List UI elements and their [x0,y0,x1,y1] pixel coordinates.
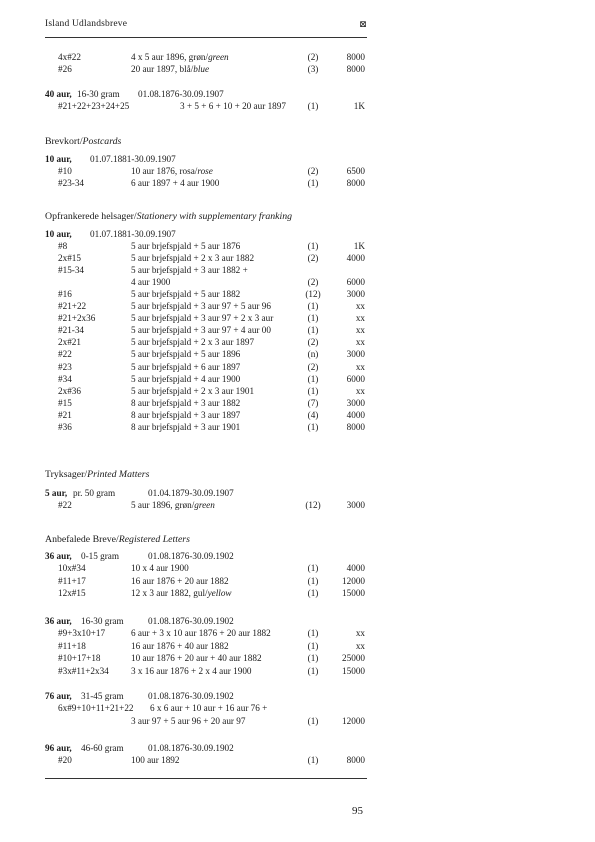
description-translation: blue [193,64,210,74]
table-row [0,167,595,178]
rate-line-96: 96 aur, 46-60 gram 01.08.1876-30.09.1902 [45,743,234,753]
section-title-brevkort: Brevkort/Postcards [45,136,122,147]
rate-line-opfrankerede: 10 aur, 01.07.1881-30.09.1907 [45,229,176,239]
description-translation: green [208,52,229,62]
catalog-value: xx [355,313,365,324]
description-text: 5 aur brjefspjald + 5 aur 1896 [131,349,241,360]
table-row [0,350,595,361]
rate-dates: 01.08.1876-30.09.1907 [138,89,224,99]
stamp-reference: #11+18 [58,640,86,651]
quantity-count: (7) [307,397,319,408]
table-row [0,717,595,728]
description-translation: yellow [207,588,232,598]
franking-description [131,399,240,408]
description-text: 5 aur brjefspjald + 2 x 3 aur 1901 [131,385,255,396]
description-text: 5 aur 1896, grøn/ [131,500,195,510]
catalog-value: 15000 [342,665,365,676]
franking-description [131,314,273,323]
catalog-value: 8000 [346,421,365,432]
description-text: 8 aur brjefspjald + 3 aur 1901 [131,421,241,432]
description-text: 3 aur 97 + 5 aur 96 + 20 aur 97 [131,715,246,726]
quantity-count: (1) [307,575,319,586]
table-row [0,629,595,640]
description-text: 5 aur brjefspjald + 3 aur 97 + 4 aur 00 [131,325,271,336]
description-text: 5 aur brjefspjald + 6 aur 1897 [131,361,241,372]
quantity-count: (1) [307,373,319,384]
quantity-count: (2) [307,337,319,348]
franking-description [131,254,254,263]
quantity-count: (1) [307,588,319,598]
quantity-count: (1) [307,325,319,336]
rate-line-tryksager: 5 aur, pr. 50 gram 01.04.1879-30.09.1907 [45,488,234,498]
franking-description [131,654,262,663]
quantity-count: (2) [307,166,319,176]
stamp-reference: 12x#15 [58,588,86,598]
stamp-reference: 2x#36 [58,385,81,396]
quantity-count: (1) [307,101,319,111]
franking-description [131,717,245,726]
description-text: 4 x 5 aur 1896, grøn/ [131,52,209,62]
franking-description [131,53,229,62]
table-row [0,642,595,653]
quantity-count: (1) [307,178,319,188]
description-text: 5 aur brjefspjald + 2 x 3 aur 1882 [131,253,255,264]
table-row [0,501,595,512]
quantity-count: (2) [307,361,319,372]
table-row [0,363,595,374]
description-text: 12 x 3 aur 1882, gul/ [131,588,208,598]
description-text: 5 aur brjefspjald + 2 x 3 aur 1897 [131,337,255,348]
description-text: 16 aur 1876 + 20 aur 1882 [131,575,229,586]
catalog-value: xx [355,361,365,372]
catalog-value: xx [355,337,365,348]
description-text: 5 aur brjefspjald + 3 aur 1882 + [131,265,248,276]
catalog-value: 6500 [346,166,365,176]
table-row [0,756,595,767]
stamp-reference: #9+3x10+17 [58,628,106,638]
catalog-value: 1K [353,101,365,111]
rate-line-brevkort: 10 aur, 01.07.1881-30.09.1907 [45,154,176,164]
stamp-reference: #15-34 [58,265,85,276]
quantity-count: (3) [307,64,319,74]
franking-description [131,667,252,676]
description-translation: green [194,500,215,510]
franking-description [131,302,271,311]
franking-description [131,290,240,299]
stamp-reference: #11+17 [58,575,86,586]
stamp-reference: #34 [58,373,72,384]
table-row [0,290,595,301]
stamp-reference: #21+2x36 [58,313,96,324]
description-text: 6 x 6 aur + 10 aur + 16 aur 76 + [150,703,268,713]
catalog-value: xx [355,301,365,312]
franking-description [131,564,189,573]
franking-description [131,278,170,287]
description-text: 5 aur brjefspjald + 5 aur 1882 [131,289,241,300]
table-row [0,577,595,588]
quantity-count: (2) [307,277,319,288]
description-translation: rose [197,166,213,176]
catalog-value: 8000 [346,755,365,765]
catalog-value: 3000 [346,349,365,360]
description-text: 5 aur brjefspjald + 4 aur 1900 [131,373,241,384]
section-title-anbefalede: Anbefalede Breve/Registered Letters [45,534,190,545]
table-row [0,423,595,434]
catalog-value: 3000 [346,397,365,408]
stamp-reference: 6x#9+10+11+21+22 [58,703,134,713]
table-row [0,411,595,422]
stamp-reference: #16 [58,289,72,300]
table-row [0,564,595,575]
stamp-reference: #23 [58,361,72,372]
header-title: Island Udlandsbreve [45,19,128,29]
description-text: 16 aur 1876 + 40 aur 1882 [131,640,229,651]
catalog-value: 25000 [342,653,365,663]
catalog-value: xx [355,385,365,396]
table-row [0,338,595,349]
catalog-value: 4000 [346,253,365,264]
catalog-value: 3000 [346,500,365,510]
table-row [0,314,595,325]
stamp-reference: #23-34 [58,178,85,188]
quantity-count: (1) [307,665,319,676]
franking-description [131,629,271,638]
description-text: 10 aur 1876, rosa/ [131,166,198,176]
stamp-reference: #21-34 [58,325,85,336]
stamp-reference: 2x#15 [58,253,81,264]
table-row [0,375,595,386]
quantity-count: (1) [307,421,319,432]
stamp-reference: 2x#21 [58,337,81,348]
quantity-count: (1) [307,385,319,396]
rate-line-76: 76 aur, 31-45 gram 01.08.1876-30.09.1902 [45,691,234,701]
stamp-reference: #22 [58,349,72,360]
catalog-value: 6000 [346,277,365,288]
quantity-count: (1) [307,755,319,765]
description-text: 5 aur brjefspjald + 3 aur 97 + 2 x 3 aur [131,313,274,324]
stamp-reference: #26 [58,64,72,74]
stamp-reference: #21+22 [58,301,87,312]
catalog-value: 12000 [342,575,365,586]
header-rule [45,37,367,38]
rate-label: 40 aur, [45,89,72,99]
quantity-count: (2) [307,253,319,264]
rate-line-36a: 36 aur, 0-15 gram 01.08.1876-30.09.1902 [45,551,234,561]
table-row [0,53,595,64]
franking-description [131,375,240,384]
stamp-reference: #36 [58,421,72,432]
catalog-value: 8000 [346,52,365,62]
catalog-value: xx [355,325,365,336]
section-title-tryksager: Tryksager/Printed Matters [45,469,150,480]
quantity-count: (1) [307,628,319,638]
description-text: 5 aur brjefspjald + 3 aur 97 + 5 aur 96 [131,301,271,312]
table-row [0,326,595,337]
table-row [0,302,595,313]
franking-description [131,363,240,372]
quantity-count: (1) [307,653,319,663]
franking-description [131,589,232,598]
table-row [0,102,595,113]
catalog-value: 4000 [346,563,365,573]
table-row [0,387,595,398]
franking-description [131,266,248,275]
franking-description [131,338,254,347]
running-header [45,20,367,34]
stamp-reference: #3x#11+2x34 [58,665,109,676]
rate-line-40 [0,90,595,101]
table-row [0,179,595,190]
stamp-reference: #20 [58,755,72,765]
catalog-value: 4000 [346,409,365,420]
franking-description [131,387,254,396]
table-row [0,667,595,678]
description-text: 4 aur 1900 [131,277,171,288]
franking-description [131,642,229,651]
page-number: 95 [352,805,363,817]
rate-grams: 16-30 gram [77,89,120,99]
footer-rule [45,778,367,779]
franking-description [131,167,213,176]
quantity-count: (1) [307,640,319,651]
franking-description [150,704,267,713]
franking-description [131,501,215,510]
franking-description [180,102,286,111]
quantity-count: (n) [307,349,319,360]
catalog-value: 8000 [346,178,365,188]
envelope-mark-icon: ⊠ [359,19,367,29]
description-text: 3 + 5 + 6 + 10 + 20 aur 1897 [180,101,286,111]
description-text: 3 x 16 aur 1876 + 2 x 4 aur 1900 [131,665,252,676]
catalog-value: 1K [353,241,365,251]
catalog-value: 8000 [346,64,365,74]
table-row [0,242,595,253]
franking-description [131,577,229,586]
section-title-opfrankerede: Opfrankerede helsager/Stationery with supplementary franking [45,211,293,222]
franking-description [131,756,179,765]
description-text: 8 aur brjefspjald + 3 aur 1897 [131,409,241,420]
table-row [0,266,595,277]
table-row [0,254,595,265]
stamp-reference: #21+22+23+24+25 [58,101,130,111]
quantity-count: (1) [307,313,319,324]
franking-description [131,242,240,251]
catalog-value: xx [355,628,365,638]
stamp-reference: #8 [58,241,68,251]
table-row [0,654,595,665]
description-text: 20 aur 1897, blå/ [131,64,194,74]
franking-description [131,326,271,335]
catalog-value: xx [355,640,365,651]
franking-description [131,423,240,432]
description-text: 10 aur 1876 + 20 aur + 40 aur 1882 [131,653,262,663]
stamp-reference: 10x#34 [58,563,86,573]
franking-description [131,65,209,74]
table-row [0,65,595,76]
stamp-reference: #10 [58,166,72,176]
stamp-reference: #21 [58,409,72,420]
quantity-count: (12) [305,500,321,510]
description-text: 6 aur + 3 x 10 aur 1876 + 20 aur 1882 [131,628,271,638]
stamp-reference: #10+17+18 [58,653,101,663]
quantity-count: (1) [307,715,319,726]
description-text: 5 aur brjefspjald + 5 aur 1876 [131,241,241,251]
quantity-count: (1) [307,301,319,312]
quantity-count: (12) [305,289,321,300]
franking-description [131,179,219,188]
quantity-count: (1) [307,563,319,573]
table-row [0,589,595,600]
page-number-wrap [352,806,372,820]
catalog-value: 12000 [342,715,365,726]
description-text: 6 aur 1897 + 4 aur 1900 [131,178,220,188]
franking-description [131,350,240,359]
quantity-count: (1) [307,241,319,251]
quantity-count: (2) [307,52,319,62]
stamp-reference: #15 [58,397,72,408]
franking-description [131,411,240,420]
stamp-reference: #22 [58,500,72,510]
table-row [0,704,595,715]
catalog-value: 15000 [342,588,365,598]
rate-line-36b: 36 aur, 16-30 gram 01.08.1876-30.09.1902 [45,616,234,626]
description-text: 10 x 4 aur 1900 [131,563,189,573]
stamp-reference: 4x#22 [58,52,81,62]
table-row [0,278,595,289]
catalog-value: 6000 [346,373,365,384]
catalog-value: 3000 [346,289,365,300]
quantity-count: (4) [307,409,319,420]
table-row [0,399,595,410]
description-text: 100 aur 1892 [131,755,180,765]
description-text: 8 aur brjefspjald + 3 aur 1882 [131,397,241,408]
